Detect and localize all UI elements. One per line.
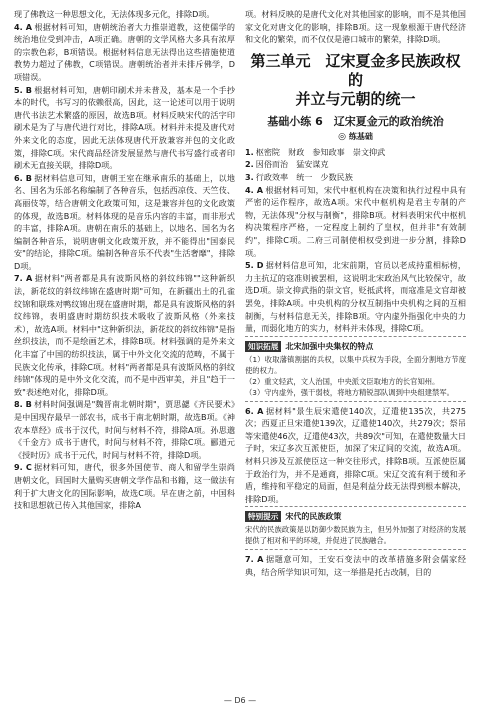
knowledge-box xyxy=(245,336,466,402)
unit-title: 第三单元 辽宋夏金多民族政权的 xyxy=(250,51,461,89)
circle-mark-icon: ◎ xyxy=(338,131,346,142)
answer-r2: 2. 因俗而治 猛安谋克 xyxy=(245,159,329,170)
answer-r3: 3. 行政效率 统一 少数民族 xyxy=(245,171,353,182)
practice-text: 练基础 xyxy=(348,131,373,141)
answer-r7: 7. A 据题意可知，王安石变法中的改革措施多附会儒家经典，结合所学知识可知，这一举措是托古改制，目的 xyxy=(245,554,466,578)
answer-9: 9. C 据材料可知，唐代，很多外国使节、商人和留学生崇尚唐朝文化，回国时大量购买唐朝文学作品和书籍，这一做法有利于扩大唐文化的国际影响，故选C项。早在唐之前，中国科技和思想就已传入其他国家，排除A xyxy=(14,462,235,511)
knowledge-tag: 知识拓展 xyxy=(245,341,281,352)
knowledge-item: （1）收取藩镇割据的兵权，以集中兵权为手段，全面分割地方节度使的权力。 xyxy=(245,354,466,375)
answer-8: 8. B 材料时间强调是"魏晋南北朝时期"，贾思勰《齐民要术》是中国现存最早一部农书，成书于南北朝时期，故选B项。《神农本草经》成书于汉代，时间与材料不符，排除A项。孙思邈《千金方》成书于唐代，时间与材料不符，排除C项。郦道元《授时历》成书于元代，时间与材料不符，排除D项。 xyxy=(14,399,235,460)
tip-title: 宋代的民族政策 xyxy=(285,512,342,522)
left-column xyxy=(14,8,235,698)
answer-r4: 4. A 根据材料可知，宋代中枢机构在决策和执行过程中具有严密的运作程序，故选A项。宋代中枢机构是君主专制的产物，无法体现"分权与制衡"，排除B项。材料表明宋代中枢机构决策程序严格，一定程度上制约了皇权，但并非"有效制约"，排除C项。二府三司制使相权受到进一步分割，排除D项。 xyxy=(245,184,466,258)
tip-heading xyxy=(245,511,466,523)
answer-6: 6. B 据材料信息可知，唐朝王室在继承南乐的基础上，以地名、国名为乐部名称编制了各种音乐，包括西凉伎、天竺伎、高丽伎等，结合唐朝文化政策可知，这是兼容并包的文化政策的体现，故选B项。材料体现的是音乐内容的丰富，而非形式的丰富，排除A项。唐朝在南乐的基础上，以地名、国名为名编制各种音乐，说明唐朝文化政策开放，并不能得出"国泰民安"的结论，排除C项。编制各种音乐不代表"生活奢靡"，排除D项。 xyxy=(14,172,235,271)
tip-box xyxy=(245,506,466,550)
tip-item: 宋代的民族政策是以防御少数民族为主，但另外加强了对经济的发展提供了相对和平的环境，并促进了民族融合。 xyxy=(245,525,466,546)
page xyxy=(14,8,466,698)
knowledge-item: （3）守内虚外，强干弱枝，将地方精锐部队调到中央组建禁军。 xyxy=(245,387,454,397)
practice-label xyxy=(245,131,466,143)
answer-7: 7. A 据材料"两者都是具有波斯风格的斜纹纬锦""这种新织法，新花纹的斜纹纬锦在盛唐时期"可知，在新疆出土的孔雀纹锦和联珠对鸭纹锦出现在盛唐时期，都是具有波斯风格的斜纹纬锦，表明盛唐时期纺织技术吸收了波斯风格（外来技术），故选A项。材料中"这种新织法，新花纹的斜纹纬锦"是指丝织技法，而不是绘画艺术，排除B项。材料强调的是外来文化丰富了中国的纺织技法，属于中外文化交流的范畴，不属于民族文化传承，排除C项。材料"两者都是具有波斯风格的斜纹纬锦"体现的是中外文化交流，而不是中西审美，并且"趋于一致"表述绝对化，排除D项。 xyxy=(14,273,235,397)
right-column xyxy=(245,8,466,698)
tip-tag: 特别提示 xyxy=(245,511,281,522)
answer-r1: 1. 枢密院 财政 参知政事 崇文抑武 xyxy=(245,146,386,157)
lesson-title: 基础小练 6 辽宋夏金元的政治统治 xyxy=(267,114,444,128)
paragraph-left-0: 现了佛教这一种思想文化，无法体现多元化，排除D项。 xyxy=(14,9,215,19)
answer-5: 5. B 根据材料可知，唐朝印刷术并未普及，基本是一个手抄本的时代，书写习的依赖很高，因此，这一论述可以用于说明唐代书法艺术繁盛的原因，故选B项。材料反映宋代的活字印刷术是为了与唐代进行对比，排除A项。材料并未提及唐代对外来文化的态度，因此无法体现唐代开放兼容并包的文化政策，排除C项。宋代商品经济发展显然与唐代书写盛行或者印刷术无直接关联，排除D项。 xyxy=(14,84,235,171)
knowledge-title: 北宋加强中央集权的特点 xyxy=(285,341,374,351)
answer-r6: 6. A 据材料"景生辰宋遣使140次，辽遣使135次，共275次；西夏正旦宋遣使139次，辽遣使140次，共279次；祭吊等宋遣使46次，辽遣使43次，共89次"可知，在遣使数量大日子时，宋辽多次互派使臣，加深了宋辽间的交流，故选A项。材料只涉及互派使臣这一种交往形式，排除B项。互派使臣属于政治行为，并不是通商，排除C项。宋辽交流有利于缓和矛盾，维持和平稳定的局面，但是利益分歧无法得到根本解决，排除D项。 xyxy=(245,405,466,504)
paragraph-right-0: 项。材料反映的是唐代文化对其他国家的影响，而不是其他国家文化对唐文化的影响，排除B项。这一现象根源于唐代经济和文化的繁荣，而不仅仅是港口城市的繁荣，排除D项。 xyxy=(245,9,466,45)
unit-subtitle: 并立与元朝的统一 xyxy=(295,89,416,108)
answer-r5: 5. D 据材料信息可知，北宋前期，官员以老成持重相标榜，力主抗辽的寇准则被罢相，这说明北宋政治风气比较保守，故选D项。崇文抑武指的崇文官，贬抵武将，而寇准是文官却被罢免，排除A项。中央机构的分权互制指中央机构之间的互相制衡，与材料信息无关，排除B项。守内虚外指强化中央的力量，而弱化地方的实力，材料并未体现，排除C项。 xyxy=(245,260,466,334)
knowledge-item: （2）重文轻武，文人治国，中央派文臣取地方的长官知州。 xyxy=(245,376,440,386)
answer-4: 4. A 根据材料可知，唐朝统治者大力推崇道教，这使儒学的统治地位受到冲击，A项正确。唐朝的文学风格大多具有浓厚的宗教色彩，B项错误。根据材料信息无法得出这些措施使道教势力超过了佛教，C项错误。唐朝统治者并未排斥佛学，D项错误。 xyxy=(14,21,235,82)
knowledge-heading xyxy=(245,341,466,353)
page-number: — D6 — xyxy=(223,696,257,705)
